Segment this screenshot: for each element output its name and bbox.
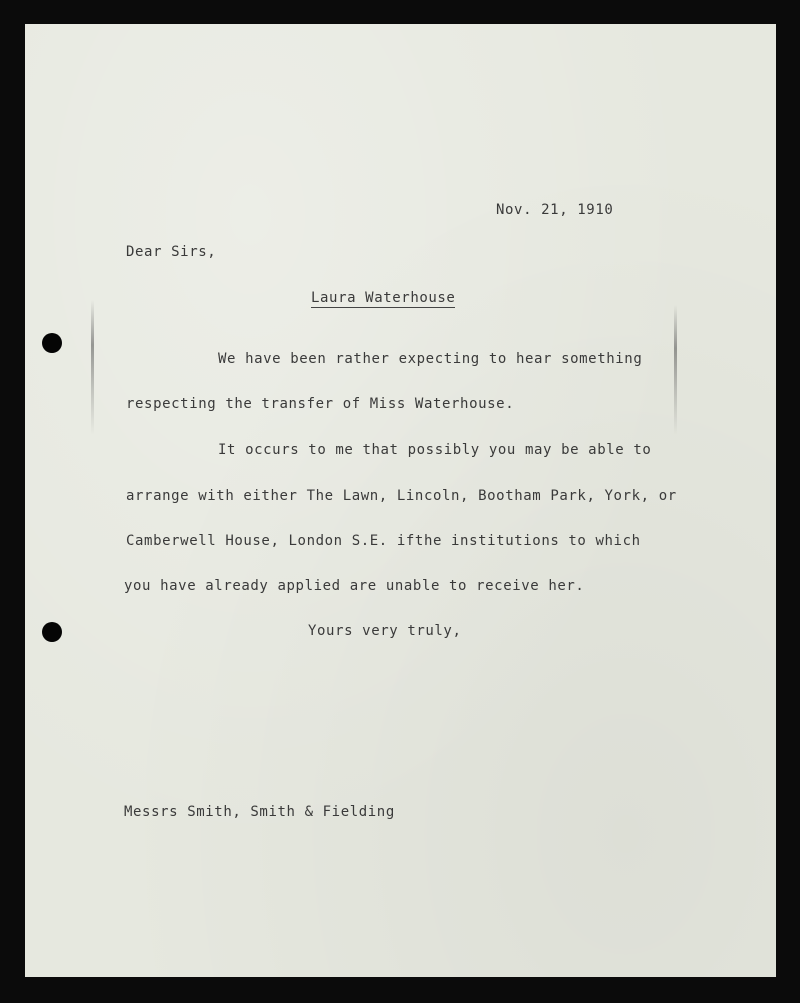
closing: Yours very truly, [308, 623, 462, 639]
paragraph-2-line-2: arrange with either The Lawn, Lincoln, Bootham Park, York, or [126, 488, 677, 504]
right-margin-mark [674, 305, 677, 435]
punch-hole-bottom [42, 622, 62, 642]
recipient: Messrs Smith, Smith & Fielding [124, 804, 395, 820]
subject-line: Laura Waterhouse [311, 290, 456, 306]
punch-hole-top [42, 333, 62, 353]
salutation: Dear Sirs, [126, 244, 217, 260]
paragraph-2-line-3: Camberwell House, London S.E. ifthe institutions to which [126, 533, 641, 549]
paragraph-2-line-4: you have already applied are unable to receive her. [124, 578, 585, 594]
paragraph-2-line-1: It occurs to me that possibly you may be able to [218, 442, 652, 458]
left-margin-mark [91, 300, 94, 435]
paragraph-1-line-2: respecting the transfer of Miss Waterhouse. [126, 396, 515, 412]
paragraph-1-line-1: We have been rather expecting to hear something [218, 351, 643, 367]
letter-date: Nov. 21, 1910 [496, 202, 614, 218]
